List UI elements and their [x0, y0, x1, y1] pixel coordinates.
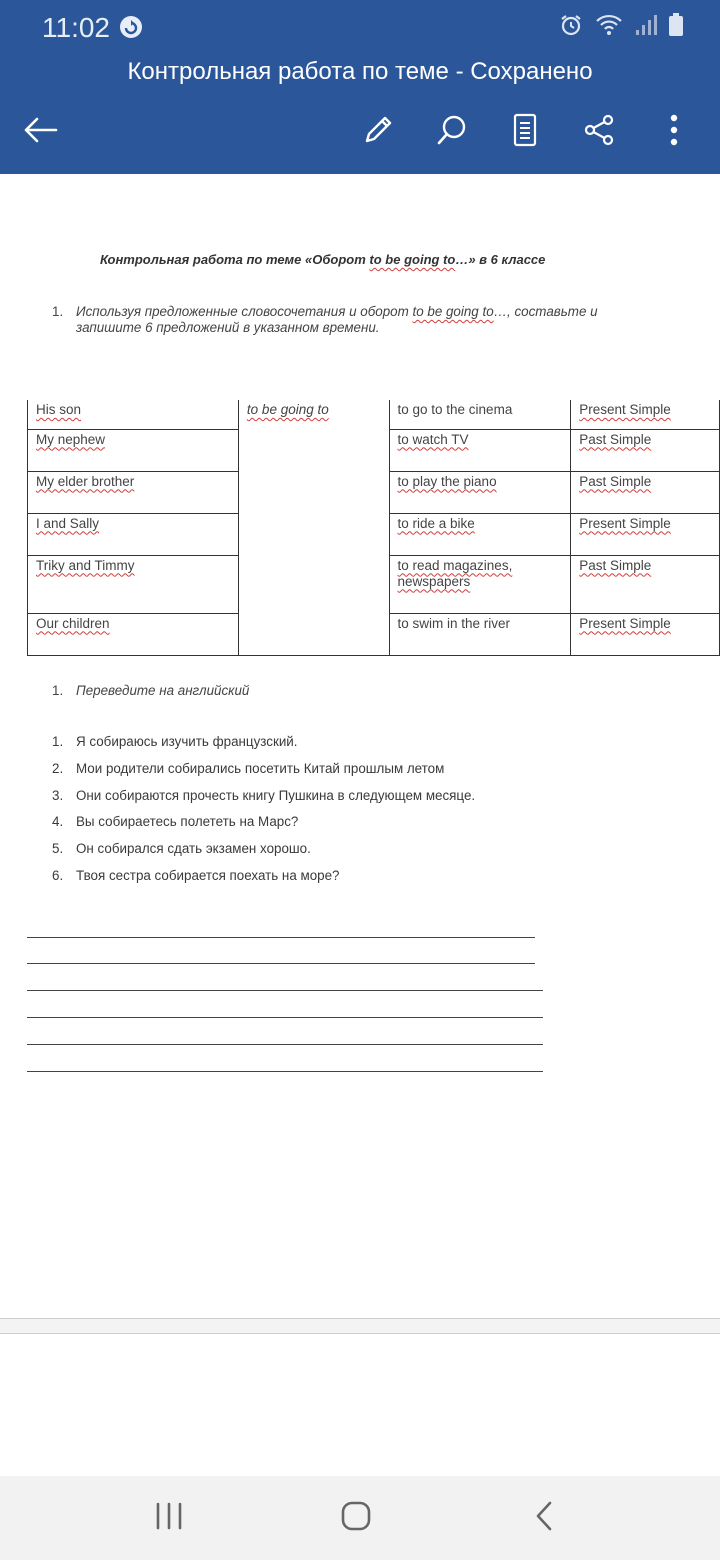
back-arrow-icon: [21, 115, 59, 150]
item-text: Они собираются прочесть книгу Пушкина в следующем месяце.: [76, 787, 476, 803]
phrases-table: [27, 400, 720, 656]
tense-text: Present Simple: [579, 402, 671, 417]
subject-text: His son: [36, 402, 82, 417]
search-button[interactable]: [430, 110, 474, 154]
tense-cell: [571, 400, 720, 429]
share-icon: [582, 113, 616, 152]
action-cell: [389, 613, 571, 655]
answer-line: [27, 1071, 543, 1072]
battery-icon: [668, 12, 684, 43]
task-text: [76, 304, 646, 336]
system-back-button[interactable]: [516, 1496, 572, 1540]
subject-cell: [28, 613, 239, 655]
action-cell: [389, 400, 571, 429]
action-cell: [389, 429, 571, 471]
heading-text-end: …» в 6 классе: [455, 252, 546, 267]
task-number: 1.: [52, 304, 64, 319]
edit-button[interactable]: [356, 110, 400, 154]
item-text: Он собирался сдать экзамен хорошо.: [76, 841, 311, 857]
tense-cell: [571, 471, 720, 513]
item-number: 2.: [52, 760, 64, 776]
subject-text: I and Sally: [36, 515, 100, 531]
status-icons: [558, 12, 684, 43]
tense-cell: [571, 613, 720, 655]
answer-line: [27, 963, 535, 964]
subject-text: Triky and Timmy: [36, 557, 135, 573]
subject-cell: [28, 555, 239, 613]
document-page[interactable]: [0, 174, 720, 1319]
signal-icon: [634, 12, 658, 43]
item-text: Мои родители собирались посетить Китай прошлым летом: [76, 760, 445, 776]
task-text-pre: Используя предложенные словосочетания и оборот: [76, 304, 413, 319]
task-marked-text: to be going to: [412, 304, 494, 319]
item-number: 5.: [52, 841, 64, 857]
back-button[interactable]: [18, 110, 62, 154]
more-vertical-icon: [669, 113, 679, 152]
action-text: to play the piano: [397, 473, 497, 489]
answer-line: [27, 990, 543, 991]
search-icon: [435, 113, 469, 152]
tense-text: Past Simple: [579, 557, 652, 573]
document-heading: [100, 252, 545, 267]
subject-cell: [28, 429, 239, 471]
item-text: Твоя сестра собирается поехать на море?: [76, 867, 340, 883]
subject-cell: [28, 400, 239, 429]
construction-text: to be going to: [246, 402, 329, 417]
item-text: Вы собираетесь полететь на Марс?: [76, 814, 299, 830]
chevron-left-icon: [534, 1500, 554, 1537]
tense-text: Past Simple: [579, 473, 652, 489]
share-button[interactable]: [577, 110, 621, 154]
sync-icon: [118, 14, 144, 45]
reading-view-icon: [512, 113, 538, 152]
wifi-icon: [594, 12, 624, 43]
task-text: Переведите на английский: [76, 683, 250, 698]
recent-apps-button[interactable]: [141, 1496, 197, 1540]
action-text: to ride a bike: [397, 515, 475, 531]
subject-text: Our children: [36, 615, 110, 631]
action-text: to watch TV: [397, 431, 469, 447]
page-separator: [0, 1318, 720, 1334]
item-number: 1.: [52, 734, 64, 749]
tense-cell: [571, 429, 720, 471]
answer-line: [27, 1044, 543, 1045]
app-header: [0, 0, 720, 174]
subject-cell: [28, 471, 239, 513]
task-number: 1.: [52, 683, 64, 698]
subject-text: My nephew: [36, 431, 106, 447]
task-text-post: …, составьте и запишите 6 предложений в указанном времени.: [76, 304, 598, 335]
action-text: to go to the cinema: [397, 402, 513, 417]
item-number: 4.: [52, 814, 64, 830]
status-time: 11:02: [42, 12, 110, 43]
item-text: Я собираюсь изучить французский.: [76, 734, 298, 749]
action-cell: [389, 513, 571, 555]
answer-line: [27, 1017, 543, 1018]
table-row: [28, 400, 720, 429]
tense-cell: [571, 513, 720, 555]
tense-text: Present Simple: [579, 615, 671, 631]
more-options-button[interactable]: [652, 110, 696, 154]
tense-cell: [571, 555, 720, 613]
action-cell: [389, 471, 571, 513]
document-title: Контрольная работа по теме - Сохранено: [127, 58, 593, 85]
answer-line: [27, 937, 535, 938]
item-number: 6.: [52, 867, 64, 883]
system-nav-bar: [0, 1476, 720, 1560]
status-bar: [0, 0, 720, 56]
action-cell: [389, 555, 571, 613]
subject-cell: [28, 513, 239, 555]
heading-text: Контрольная работа по теме «Оборот: [100, 252, 370, 267]
recent-apps-icon: [154, 1502, 184, 1535]
home-icon: [340, 1500, 372, 1537]
heading-marked-text: to be going to: [369, 252, 456, 267]
tense-text: Present Simple: [579, 515, 671, 531]
pencil-icon: [361, 113, 395, 152]
action-text: to swim in the river: [397, 615, 511, 631]
tense-text: Past Simple: [579, 431, 652, 447]
subject-text: My elder brother: [36, 473, 135, 489]
action-text: to read magazines, newspapers: [397, 557, 513, 589]
item-number: 3.: [52, 787, 64, 803]
alarm-icon: [558, 12, 584, 43]
construction-cell: [238, 400, 389, 655]
home-button[interactable]: [328, 1496, 384, 1540]
reading-view-button[interactable]: [503, 110, 547, 154]
